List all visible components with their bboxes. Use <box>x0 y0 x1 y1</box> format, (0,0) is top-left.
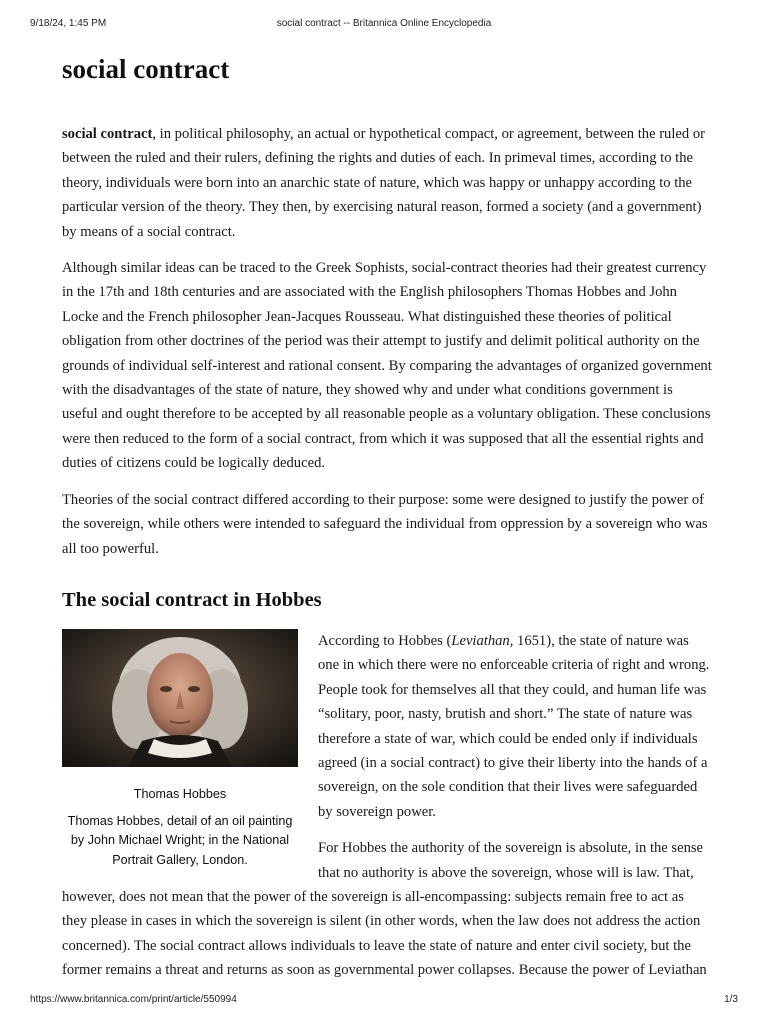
section-hobbes <box>62 629 712 983</box>
print-datetime: 9/18/24, 1:45 PM <box>30 18 107 29</box>
print-header <box>30 18 738 32</box>
portrait-illustration <box>62 629 298 767</box>
print-url[interactable]: https://www.britannica.com/print/article/550994 <box>30 994 237 1005</box>
intro-term: social contract <box>62 126 153 142</box>
print-page-title: social contract -- Britannica Online Encyclopedia <box>276 18 492 29</box>
hobbes-figure <box>62 629 298 870</box>
intro-paragraph <box>62 122 712 244</box>
article <box>62 50 712 983</box>
section-heading-hobbes: The social contract in Hobbes <box>62 588 322 611</box>
print-page-number: 1/3 <box>724 994 738 1005</box>
paragraph-purpose: Theories of the social contract differed according to their purpose: some were designed to justify the power of the sovereign, while others were intended to safeguard the individual from oppression by a sovereign who was all too powerful. <box>62 491 708 557</box>
figure-caption: Thomas Hobbes, detail of an oil painting by John Michael Wright; in the National Portrait Gallery, London. <box>67 813 293 867</box>
hobbes-p1-before: According to Hobbes ( <box>318 632 452 649</box>
hobbes-paragraph-2: For Hobbes the authority of the sovereign is absolute, in the sense that no authority is above the sovereign, whose will is law. That, however, does not mean that the power of the sovereign is all-encompassing: subjects remain free to act as they please in cases in which the sovereign is silent (in other words, when the law does not address the action concerned). The social contract allows individuals to leave the state of nature and enter civil society, but the former remains a threat and returns as soon as governmental power collapses. Because the power of Leviathan <box>62 840 707 979</box>
leviathan-title: Leviathan <box>451 632 510 649</box>
article-title: social contract <box>62 54 230 84</box>
figure-title: Thomas Hobbes <box>133 786 227 801</box>
paragraph-history: Although similar ideas can be traced to the Greek Sophists, social-contract theories had their greatest currency in the 17th and 18th centuries and are associated with the English philosophers Thomas Hobbes and John Locke and the French philosopher Jean-Jacques Rousseau. What distinguished these theories of political obligation from other doctrines of the period was their attempt to justify and delimit political authority on the grounds of individual self-interest and rational consent. By comparing the advantages of organized government with the disadvantages of the state of nature, they showed why and under what conditions government is useful and ought therefore to be accepted by all reasonable people as a voluntary obligation. These conclusions were then reduced to the form of a social contract, from which it was supposed that all the essential rights and duties of citizens could be logically deduced. <box>62 260 712 472</box>
hobbes-portrait-image[interactable] <box>62 629 298 767</box>
intro-text: , in political philosophy, an actual or hypothetical compact, or agreement, between the ruled or between the ruled and their rulers, defining the rights and duties of each. In primeval times, according to the theory, individuals were born into an anarchic state of nature, which was happy or unhappy according to the particular version of the theory. They then, by exercising natural reason, formed a society (and a government) by means of a social contract. <box>62 126 705 240</box>
hobbes-p1-after: , 1651), the state of nature was one in which there were no enforceable criteria of right and wrong. People took for themselves all that they could, and human life was “solitary, poor, nasty, brutish and short.” The state of nature was therefore a state of war, which could be ended only if individuals agreed (in a social contract) to give their liberty into the hands of a sovereign, on the sole condition that their lives were safeguarded by sovereign power. <box>318 632 710 820</box>
print-footer <box>30 994 738 1008</box>
